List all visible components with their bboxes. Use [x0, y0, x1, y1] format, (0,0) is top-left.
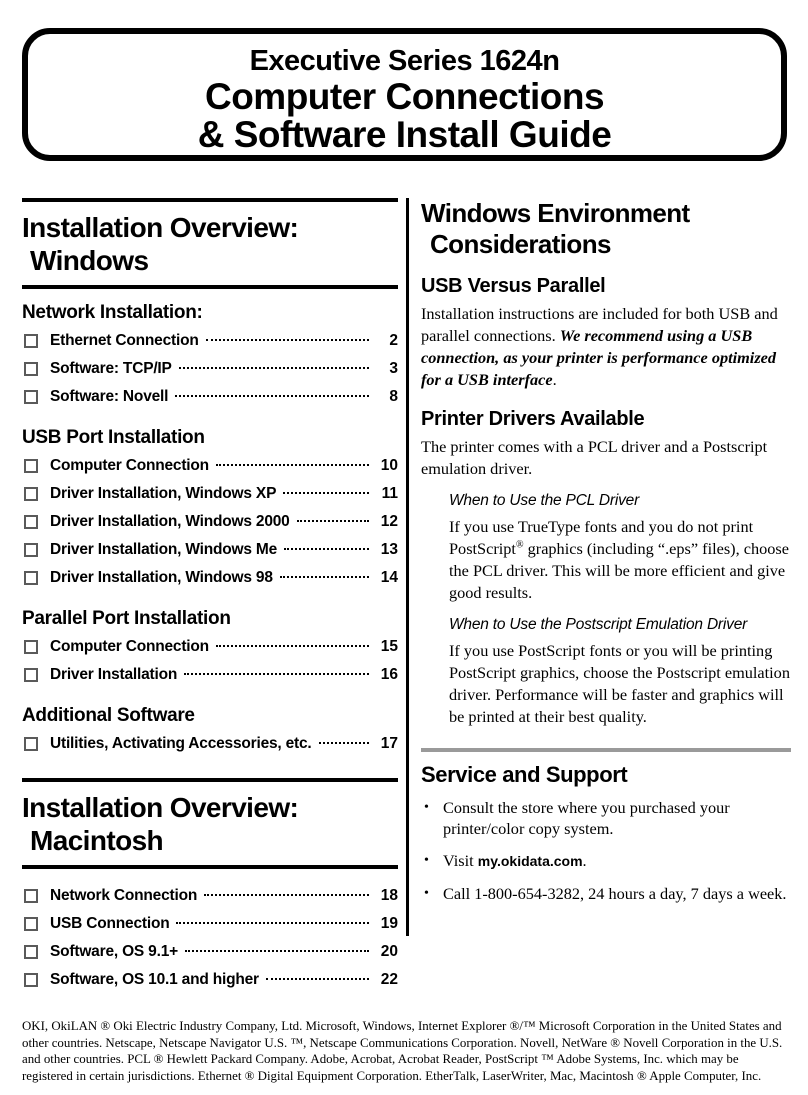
toc-page-number: 17	[380, 735, 398, 752]
section-heading-network: Network Installation:	[22, 302, 203, 323]
dotted-leader	[176, 922, 369, 924]
overview-heading-line2: Macintosh	[30, 825, 164, 856]
toc-item-label: Software, OS 10.1 and higher	[50, 971, 259, 988]
bullet-item	[421, 797, 791, 839]
toc-item[interactable]	[22, 910, 398, 938]
dotted-leader	[206, 339, 369, 341]
paragraph-text: If you use TrueType fonts and you do not print PostScript	[449, 517, 754, 558]
two-column-layout	[22, 198, 791, 994]
toc-item-label: Software, OS 9.1+	[50, 943, 178, 960]
guide-page	[0, 28, 808, 1095]
dotted-leader	[216, 464, 369, 466]
double-rule	[22, 865, 398, 869]
bullet-text	[443, 850, 791, 872]
paragraph-text: .	[552, 370, 557, 389]
bullet-item	[421, 850, 791, 872]
bullet-item	[421, 883, 791, 904]
toc-item-label: Driver Installation, Windows Me	[50, 541, 278, 558]
pcl-driver-paragraph	[449, 516, 791, 604]
macintosh-overview-block	[22, 778, 398, 869]
toc-page-number: 20	[380, 943, 398, 960]
toc-page-number: 13	[380, 541, 398, 558]
printer-drivers-heading: Printer Drivers Available	[421, 408, 645, 430]
windows-environment-heading	[421, 198, 791, 260]
toc-page-number: 22	[380, 971, 398, 988]
gray-divider	[421, 748, 791, 752]
trademark-legal-text: OKI, OkiLAN ® Oki Electric Industry Company, Ltd. Microsoft, Windows, Internet Explorer ®/™ Microsoft Corporation in the United States and other countries. Netscape, Netscape Navigator U.S. ™, Netscape Communications Corporation. Novell, NetWare ® Novell Corporation in the U.S. and other countries. PCL ® Hewlett Packard Company. Adobe, Acrobat, Acrobat Reader, PostScript ™ Adobe Systems, Inc. which may be registered in certain jurisdictions. Ethernet ® Digital Equipment Corporation. EtherTalk, LaserWriter, Mac, Macintosh ® Apple Computer, Inc.	[22, 1019, 783, 1083]
rc-heading-line1: Windows Environment	[421, 198, 690, 228]
dotted-leader	[283, 492, 369, 494]
toc-item[interactable]	[22, 536, 398, 564]
usb-vs-parallel-paragraph	[421, 303, 791, 391]
dotted-leader	[185, 950, 369, 952]
toc-page-number: 15	[380, 638, 398, 655]
toc-page-number: 11	[381, 485, 398, 502]
service-support-heading: Service and Support	[421, 762, 628, 787]
checkbox-icon	[24, 543, 38, 557]
toc-page-number: 3	[389, 360, 398, 377]
dotted-leader	[175, 395, 369, 397]
toc-page-number: 18	[380, 887, 398, 904]
dotted-leader	[284, 548, 369, 550]
section-heading-additional: Additional Software	[22, 705, 195, 726]
title-box	[22, 28, 787, 161]
checkbox-icon	[24, 640, 38, 654]
toc-page-number: 19	[380, 915, 398, 932]
toc-item[interactable]	[22, 383, 398, 411]
guide-title-line-1: Computer Connections	[204, 76, 605, 117]
toc-page-number: 14	[380, 569, 398, 586]
toc-item-label: Driver Installation, Windows XP	[50, 485, 277, 502]
bullet-text-prefix: Visit	[443, 851, 478, 870]
toc-item[interactable]	[22, 564, 398, 592]
registered-mark: ®	[515, 539, 524, 551]
toc-item-label: Driver Installation, Windows 98	[50, 569, 273, 586]
checkbox-icon	[24, 334, 38, 348]
toc-page-number: 12	[380, 513, 398, 530]
bullet-icon: •	[424, 800, 429, 815]
toc-item[interactable]	[22, 966, 398, 994]
checkbox-icon	[24, 737, 38, 751]
dotted-leader	[319, 742, 369, 744]
toc-page-number: 10	[380, 457, 398, 474]
toc-item[interactable]	[22, 633, 398, 661]
bullet-icon: •	[424, 853, 429, 868]
checkbox-icon	[24, 973, 38, 987]
toc-column	[22, 198, 398, 994]
checkbox-icon	[24, 459, 38, 473]
macintosh-overview-heading	[22, 782, 398, 865]
dotted-leader	[184, 673, 369, 675]
bullet-icon: •	[424, 886, 429, 901]
section-heading-parallel: Parallel Port Installation	[22, 608, 231, 629]
dotted-leader	[266, 978, 369, 980]
postscript-driver-subheading: When to Use the Postscript Emulation Driver	[449, 616, 748, 633]
postscript-driver-paragraph: If you use PostScript fonts or you will be printing PostScript graphics, choose the Postscript emulation driver. Performance will be faster and graphics will be printed at their best quality.	[449, 641, 790, 726]
overview-heading-line1: Installation Overview:	[22, 212, 299, 243]
checkbox-icon	[24, 515, 38, 529]
printer-drivers-intro: The printer comes with a PCL driver and a Postscript emulation driver.	[421, 437, 768, 478]
checkbox-icon	[24, 362, 38, 376]
checkbox-icon	[24, 945, 38, 959]
paragraph-text: Installation instructions are included for both USB and parallel connections.	[421, 304, 778, 345]
pcl-driver-subheading: When to Use the PCL Driver	[449, 492, 640, 509]
toc-item-label: Software: TCP/IP	[50, 360, 172, 377]
toc-item[interactable]	[22, 327, 398, 355]
toc-item-label: Network Connection	[50, 887, 198, 904]
checkbox-icon	[24, 889, 38, 903]
toc-item[interactable]	[22, 730, 398, 758]
bullet-text: Consult the store where you purchased your printer/color copy system.	[443, 798, 730, 838]
double-rule	[22, 285, 398, 289]
okidata-url[interactable]: my.okidata.com	[477, 853, 583, 869]
windows-overview-heading	[22, 202, 398, 285]
section-heading-usb: USB Port Installation	[22, 427, 205, 448]
overview-heading-line1: Installation Overview:	[22, 792, 299, 823]
macintosh-toc	[22, 882, 398, 994]
overview-heading-line2: Windows	[30, 245, 149, 276]
checkbox-icon	[24, 917, 38, 931]
toc-item-label: Computer Connection	[50, 638, 209, 655]
toc-item-label: USB Connection	[50, 915, 170, 932]
checkbox-icon	[24, 487, 38, 501]
checkbox-icon	[24, 571, 38, 585]
toc-item[interactable]	[22, 355, 398, 383]
checkbox-icon	[24, 668, 38, 682]
toc-page-number: 8	[389, 388, 398, 405]
toc-item[interactable]	[22, 452, 398, 480]
toc-item[interactable]	[22, 508, 398, 536]
paragraph-emphasis: We recommend using a USB connection, as your printer is performance optimized for a USB interface	[421, 326, 777, 389]
series-title: Executive Series 1624n	[249, 45, 560, 77]
bullet-text: Call 1-800-654-3282, 24 hours a day, 7 days a week.	[443, 884, 787, 903]
toc-item[interactable]	[22, 480, 398, 508]
dotted-leader	[216, 645, 369, 647]
toc-item-label: Driver Installation	[50, 666, 178, 683]
dotted-leader	[297, 520, 369, 522]
toc-page-number: 2	[389, 332, 398, 349]
dotted-leader	[204, 894, 369, 896]
toc-item-label: Driver Installation, Windows 2000	[50, 513, 290, 530]
toc-page-number: 16	[380, 666, 398, 683]
dotted-leader	[179, 367, 369, 369]
toc-item[interactable]	[22, 661, 398, 689]
content-column	[409, 198, 791, 994]
guide-title-line-2: & Software Install Guide	[197, 114, 612, 155]
usb-vs-parallel-heading: USB Versus Parallel	[421, 275, 606, 297]
pcl-driver-subsection	[449, 492, 791, 728]
toc-item-label: Software: Novell	[50, 388, 169, 405]
dotted-leader	[280, 576, 369, 578]
paragraph-text: graphics (including “.eps” files), choose the PCL driver. This will be more efficient and give good results.	[449, 539, 789, 602]
checkbox-icon	[24, 390, 38, 404]
toc-item[interactable]	[22, 882, 398, 910]
bullet-text-suffix: .	[582, 851, 587, 870]
toc-item-label: Ethernet Connection	[50, 332, 199, 349]
rc-heading-line2: Considerations	[430, 229, 611, 259]
toc-item[interactable]	[22, 938, 398, 966]
toc-item-label: Utilities, Activating Accessories, etc.	[50, 735, 312, 752]
toc-item-label: Computer Connection	[50, 457, 209, 474]
